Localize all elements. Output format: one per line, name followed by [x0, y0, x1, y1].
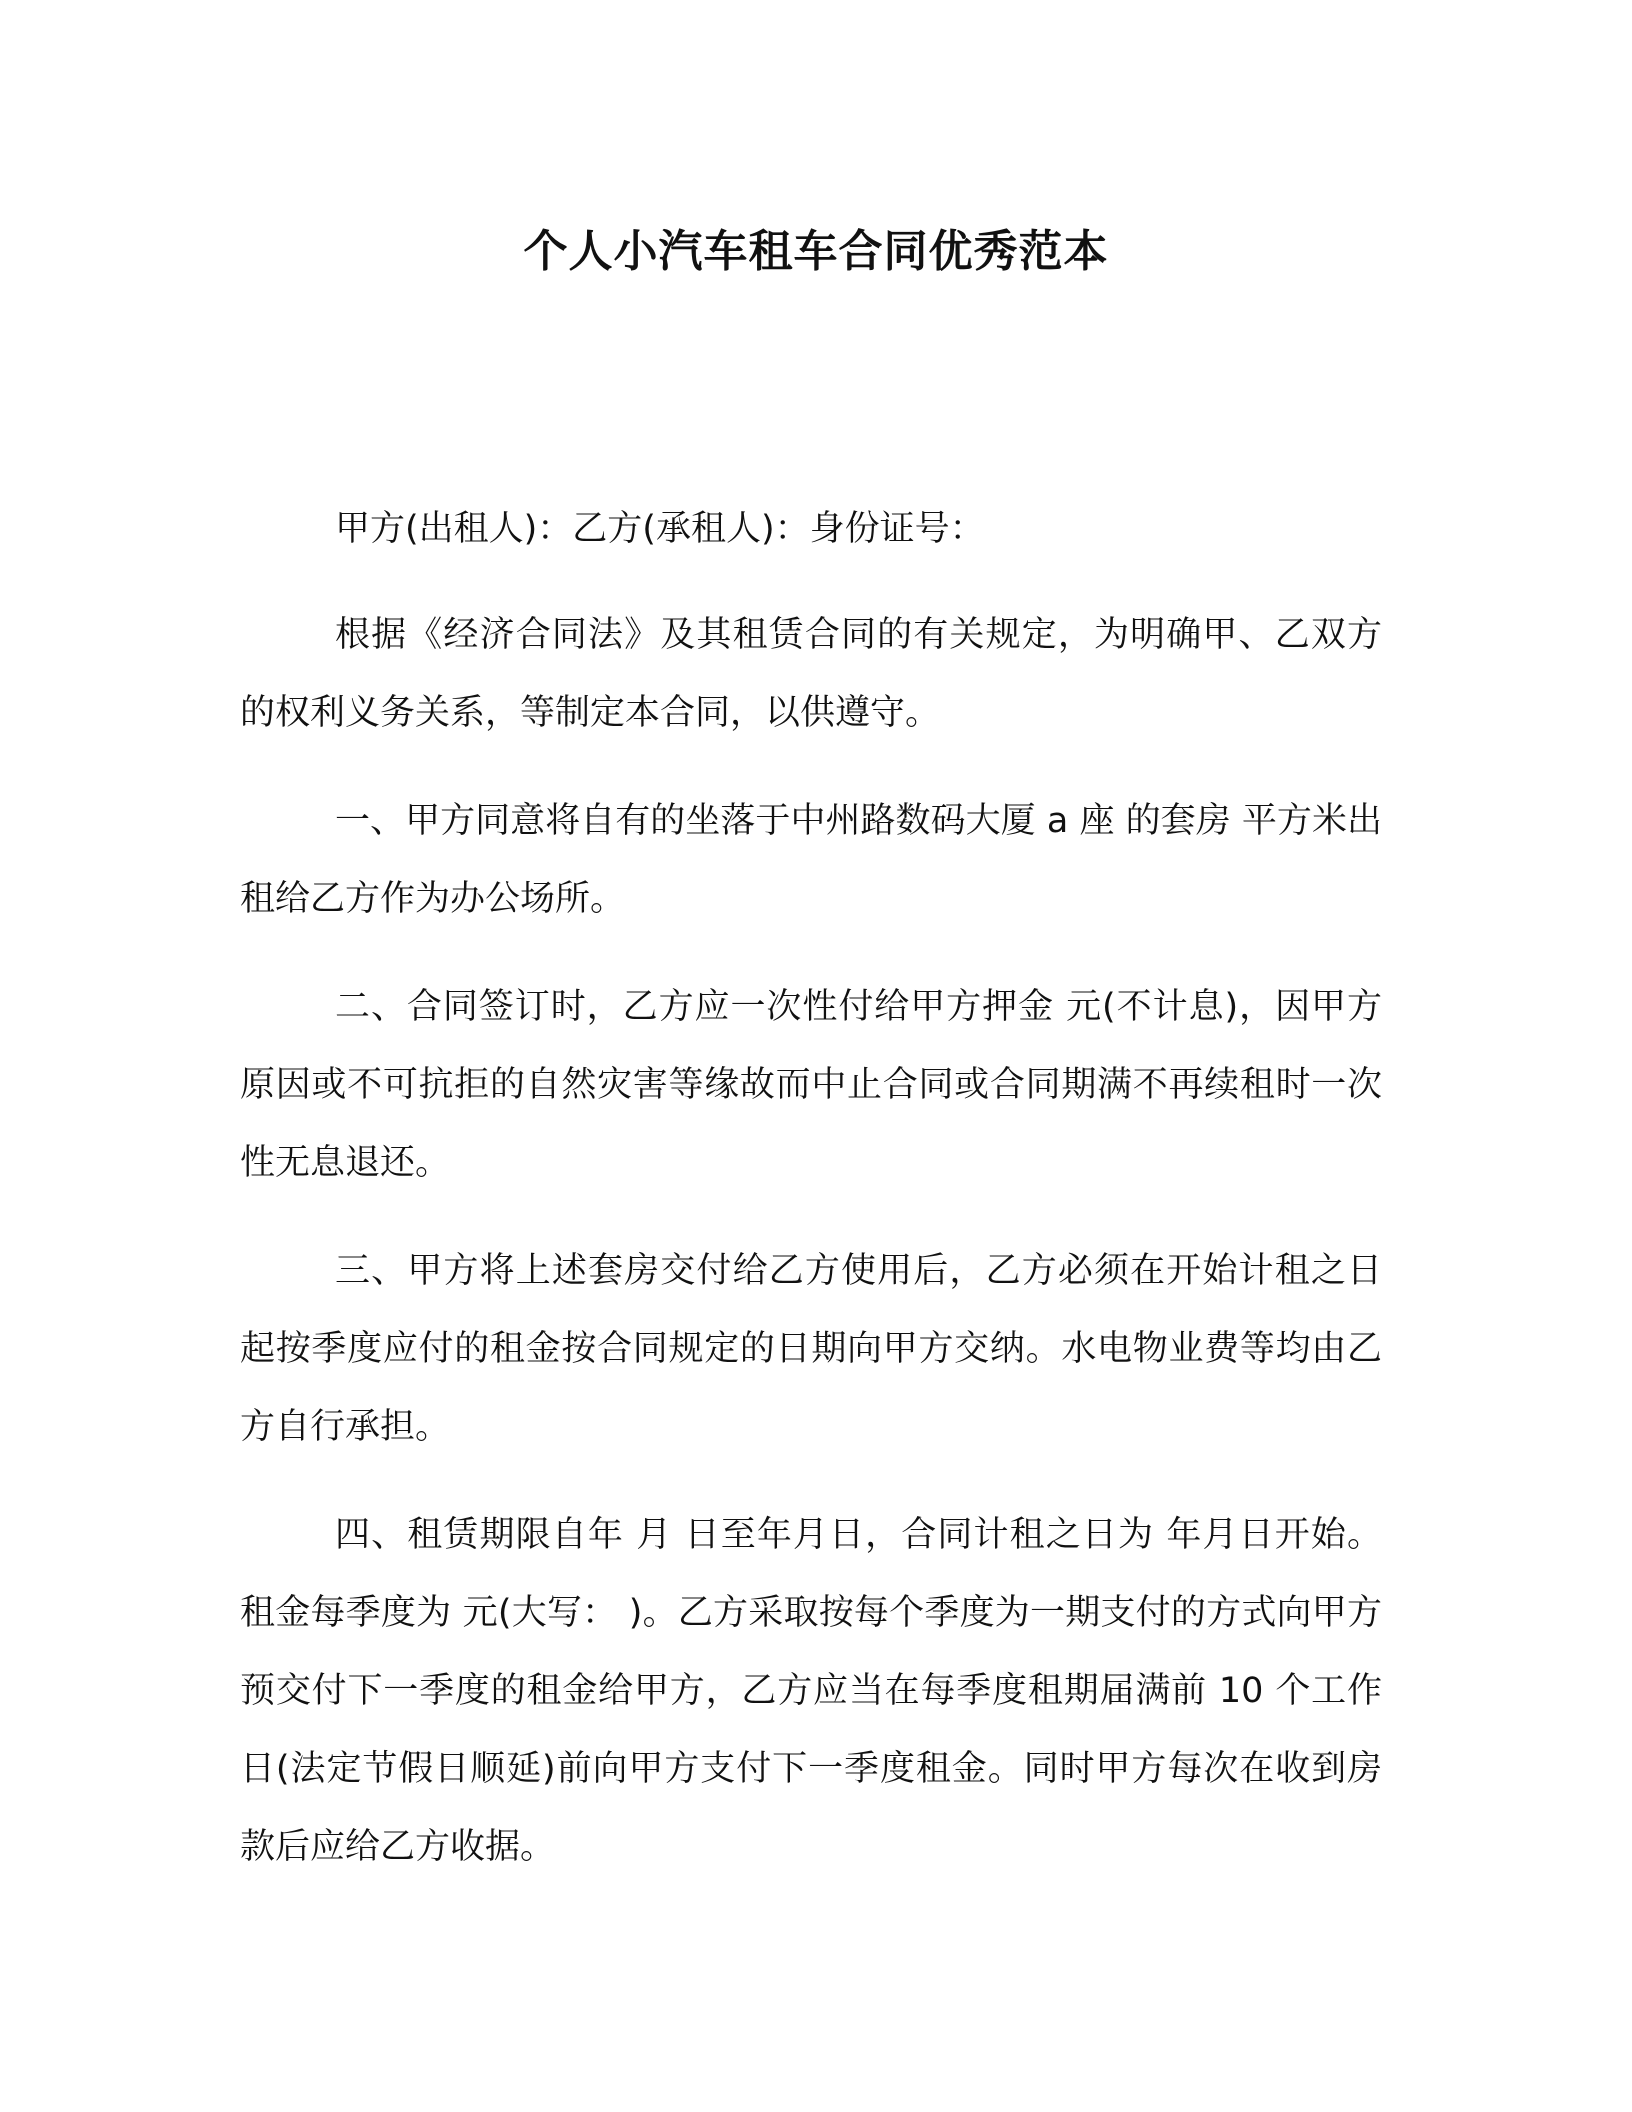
paragraph-clause-2: 二、合同签订时，乙方应一次性付给甲方押金 元(不计息)，因甲方原因或不可抗拒的自然灾害等缘故而中止合同或合同期满不再续租时一次性无息退还。	[240, 987, 1382, 1183]
paragraph-clause-3: 三、甲方将上述套房交付给乙方使用后，乙方必须在开始计租之日起按季度应付的租金按合同规定的日期向甲方交纳。水电物业费等均由乙方自行承担。	[240, 1251, 1382, 1447]
paragraph-clause-4: 四、租赁期限自年 月 日至年月日，合同计租之日为 年月日开始。租金每季度为 元(大写： )。乙方采取按每个季度为一期支付的方式向甲方预交付下一季度的租金给甲方，乙方应当在每季度租期届满前 10 个工作日(法定节假日顺延)前向甲方支付下一季度租金。同时甲方每次在收到房款后应给乙方收据。	[240, 1515, 1382, 1867]
parties-line: 甲方(出租人)：乙方(承租人)：身份证号：	[335, 509, 985, 549]
paragraph-preamble: 根据《经济合同法》及其租赁合同的有关规定，为明确甲、乙双方的权利义务关系，等制定本合同，以供遵守。	[240, 615, 1382, 733]
document-title: 个人小汽车租车合同优秀范本	[523, 226, 1109, 277]
paragraph-clause-1: 一、甲方同意将自有的坐落于中州路数码大厦 a 座 的套房 平方米出租给乙方作为办公场所。	[240, 801, 1382, 919]
document-body	[240, 490, 1382, 1916]
